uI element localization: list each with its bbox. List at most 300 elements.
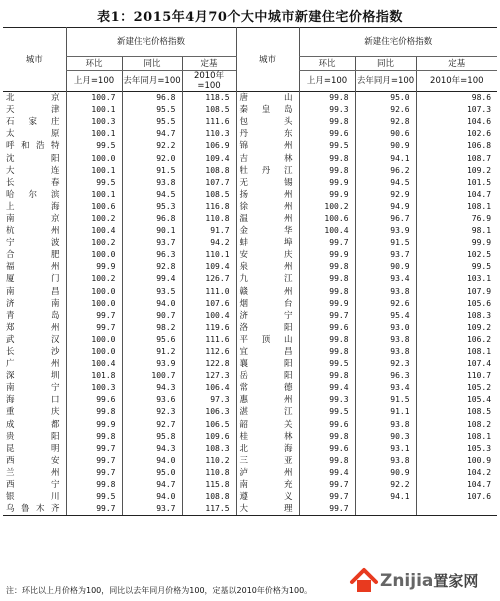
right-yoy-cell: 93.8	[355, 334, 416, 346]
table-row	[3, 467, 497, 479]
table-row	[3, 165, 497, 177]
right-yoy-cell: 96.7	[355, 213, 416, 225]
yoy-header-right: 同比	[355, 57, 416, 71]
base-sub-right: 2010年=100	[416, 71, 497, 92]
left-yoy-cell: 95.3	[122, 201, 182, 213]
right-base-cell: 104.7	[416, 479, 497, 491]
right-yoy-cell: 91.1	[355, 406, 416, 418]
left-mom-cell: 99.8	[66, 406, 122, 418]
left-city-cell: 沈阳	[6, 153, 60, 164]
left-yoy-cell: 96.8	[122, 92, 182, 105]
right-mom-cell: 99.8	[299, 165, 355, 177]
right-base-cell: 98.6	[416, 92, 497, 105]
right-yoy-cell: 95.0	[355, 92, 416, 105]
left-yoy-cell: 94.7	[122, 479, 182, 491]
left-yoy-cell: 90.7	[122, 310, 182, 322]
left-city-cell: 郑州	[6, 322, 60, 333]
left-mom-cell: 99.8	[66, 431, 122, 443]
left-base-cell: 117.5	[182, 503, 236, 516]
base-sub-left: 2010年=100	[182, 71, 236, 92]
right-city-cell: 大理	[236, 503, 299, 516]
right-base-cell: 104.2	[416, 467, 497, 479]
left-mom-cell: 100.0	[66, 286, 122, 298]
right-mom-cell: 99.9	[299, 189, 355, 201]
right-city-cell: 吉林	[236, 152, 299, 164]
left-base-cell: 110.2	[182, 455, 236, 467]
right-base-cell	[416, 503, 497, 516]
right-yoy-cell: 96.3	[355, 370, 416, 382]
table-header	[3, 28, 497, 92]
left-mom-cell: 99.5	[66, 177, 122, 189]
right-base-cell: 106.2	[416, 334, 497, 346]
table-row	[3, 213, 497, 225]
right-city-cell: 安庆	[236, 249, 299, 261]
table-body	[3, 92, 497, 516]
table-row	[3, 189, 497, 201]
left-base-cell: 106.3	[182, 406, 236, 418]
left-mom-cell: 99.7	[66, 503, 122, 516]
left-yoy-cell: 93.6	[122, 394, 182, 406]
right-base-cell: 106.8	[416, 140, 497, 152]
left-base-cell: 126.7	[182, 273, 236, 285]
right-mom-cell: 99.8	[299, 370, 355, 382]
right-yoy-cell: 93.8	[355, 455, 416, 467]
left-yoy-cell: 93.9	[122, 358, 182, 370]
left-base-cell: 127.3	[182, 370, 236, 382]
left-city-cell: 海口	[6, 395, 60, 406]
right-mom-cell: 100.6	[299, 213, 355, 225]
left-yoy-cell: 94.7	[122, 128, 182, 140]
left-city-cell: 呼和浩特	[6, 141, 60, 152]
left-mom-cell: 99.6	[66, 394, 122, 406]
left-yoy-cell: 92.7	[122, 419, 182, 431]
left-mom-cell: 99.7	[66, 455, 122, 467]
left-yoy-cell: 92.0	[122, 152, 182, 164]
right-city-cell: 唐山	[236, 92, 299, 105]
right-base-cell: 108.7	[416, 152, 497, 164]
right-base-cell: 108.3	[416, 310, 497, 322]
right-city-cell: 蚌埠	[236, 237, 299, 249]
left-city-cell: 大连	[6, 165, 60, 176]
left-yoy-cell: 94.0	[122, 455, 182, 467]
mom-header-left: 环比	[66, 57, 122, 71]
mom-sub-right: 上月=100	[299, 71, 355, 92]
right-city-cell: 赣州	[236, 286, 299, 298]
left-city-cell: 杭州	[6, 226, 60, 237]
right-mom-cell: 99.7	[299, 310, 355, 322]
table-row	[3, 104, 497, 116]
left-base-cell: 115.8	[182, 479, 236, 491]
right-yoy-cell: 93.4	[355, 273, 416, 285]
left-base-cell: 122.8	[182, 358, 236, 370]
right-yoy-cell: 92.8	[355, 116, 416, 128]
right-base-cell: 100.9	[416, 455, 497, 467]
left-base-cell: 111.0	[182, 286, 236, 298]
right-yoy-cell: 94.5	[355, 177, 416, 189]
left-city-cell: 太原	[6, 129, 60, 140]
right-mom-cell: 99.8	[299, 273, 355, 285]
left-base-cell: 108.8	[182, 491, 236, 503]
left-city-cell: 广州	[6, 359, 60, 370]
right-base-cell: 108.1	[416, 346, 497, 358]
right-mom-cell: 99.9	[299, 298, 355, 310]
left-yoy-cell: 91.5	[122, 165, 182, 177]
yoy-header-left: 同比	[122, 57, 182, 71]
base-header-right: 定基	[416, 57, 497, 71]
left-city-cell: 重庆	[6, 407, 60, 418]
right-base-cell: 104.6	[416, 116, 497, 128]
right-yoy-cell	[355, 503, 416, 516]
left-city-cell: 北京	[6, 93, 60, 104]
table-row	[3, 140, 497, 152]
yoy-sub-right: 去年同月=100	[355, 71, 416, 92]
table-row	[3, 128, 497, 140]
right-yoy-cell: 92.9	[355, 189, 416, 201]
right-yoy-cell: 93.8	[355, 419, 416, 431]
index-group-header-left: 新建住宅价格指数	[66, 28, 236, 57]
table-row	[3, 261, 497, 273]
left-mom-cell: 100.4	[66, 225, 122, 237]
left-base-cell: 108.5	[182, 189, 236, 201]
left-base-cell: 107.7	[182, 177, 236, 189]
left-yoy-cell: 96.8	[122, 213, 182, 225]
right-city-cell: 包头	[236, 116, 299, 128]
right-mom-cell: 100.2	[299, 201, 355, 213]
left-city-cell: 宁波	[6, 238, 60, 249]
right-yoy-cell: 94.1	[355, 152, 416, 164]
price-index-table	[3, 27, 497, 516]
left-base-cell: 108.8	[182, 165, 236, 177]
left-base-cell: 106.9	[182, 140, 236, 152]
right-base-cell: 105.3	[416, 443, 497, 455]
right-city-cell: 湛江	[236, 406, 299, 418]
watermark-cn: 置家网	[433, 572, 479, 590]
right-city-cell: 金华	[236, 225, 299, 237]
left-city-cell: 南宁	[6, 383, 60, 394]
left-city-cell: 长沙	[6, 347, 60, 358]
left-yoy-cell: 96.3	[122, 249, 182, 261]
right-city-cell: 岳阳	[236, 370, 299, 382]
right-mom-cell: 99.5	[299, 140, 355, 152]
table-row	[3, 358, 497, 370]
left-base-cell: 109.4	[182, 152, 236, 164]
table-row	[3, 419, 497, 431]
left-base-cell: 118.5	[182, 92, 236, 105]
left-city-cell: 兰州	[6, 467, 60, 478]
right-mom-cell: 99.8	[299, 152, 355, 164]
right-city-cell: 温州	[236, 213, 299, 225]
right-city-cell: 扬州	[236, 189, 299, 201]
city-header-right: 城市	[236, 28, 299, 92]
right-base-cell: 108.1	[416, 201, 497, 213]
left-yoy-cell: 100.7	[122, 370, 182, 382]
left-base-cell: 91.7	[182, 225, 236, 237]
left-yoy-cell: 95.6	[122, 334, 182, 346]
left-base-cell: 109.6	[182, 431, 236, 443]
left-mom-cell: 100.4	[66, 358, 122, 370]
left-city-cell: 深圳	[6, 371, 60, 382]
table-row	[3, 116, 497, 128]
left-base-cell: 108.3	[182, 443, 236, 455]
right-base-cell: 107.3	[416, 104, 497, 116]
table-row	[3, 443, 497, 455]
right-city-cell: 常德	[236, 382, 299, 394]
left-base-cell: 110.8	[182, 213, 236, 225]
table-row	[3, 491, 497, 503]
left-mom-cell: 99.9	[66, 419, 122, 431]
right-base-cell: 104.7	[416, 189, 497, 201]
table-row	[3, 382, 497, 394]
left-yoy-cell: 94.3	[122, 443, 182, 455]
right-base-cell: 103.1	[416, 273, 497, 285]
left-yoy-cell: 99.4	[122, 273, 182, 285]
left-base-cell: 100.4	[182, 310, 236, 322]
left-mom-cell: 100.0	[66, 334, 122, 346]
left-city-cell: 南京	[6, 213, 60, 224]
left-yoy-cell: 93.8	[122, 177, 182, 189]
right-yoy-cell: 90.9	[355, 140, 416, 152]
left-city-cell: 长春	[6, 177, 60, 188]
right-yoy-cell: 94.9	[355, 201, 416, 213]
left-yoy-cell: 98.2	[122, 322, 182, 334]
left-base-cell: 111.6	[182, 116, 236, 128]
watermark-text	[380, 570, 478, 591]
table-row	[3, 249, 497, 261]
left-yoy-cell: 94.0	[122, 298, 182, 310]
left-city-cell: 天津	[6, 105, 60, 116]
left-base-cell: 119.6	[182, 322, 236, 334]
table-row	[3, 406, 497, 418]
right-mom-cell: 99.8	[299, 455, 355, 467]
right-base-cell: 108.1	[416, 431, 497, 443]
right-city-cell: 遵义	[236, 491, 299, 503]
right-yoy-cell: 92.6	[355, 104, 416, 116]
left-yoy-cell: 90.1	[122, 225, 182, 237]
table-row	[3, 394, 497, 406]
right-city-cell: 韶关	[236, 419, 299, 431]
right-city-cell: 牡丹江	[236, 165, 299, 177]
left-yoy-cell: 95.5	[122, 104, 182, 116]
right-city-cell: 锦州	[236, 140, 299, 152]
right-yoy-cell: 90.3	[355, 431, 416, 443]
table-row	[3, 298, 497, 310]
right-base-cell: 108.2	[416, 419, 497, 431]
index-group-header-right: 新建住宅价格指数	[299, 28, 497, 57]
right-mom-cell: 99.5	[299, 406, 355, 418]
right-mom-cell: 99.3	[299, 394, 355, 406]
left-mom-cell: 99.7	[66, 443, 122, 455]
right-city-cell: 泸州	[236, 467, 299, 479]
left-city-cell: 厦门	[6, 274, 60, 285]
table-row	[3, 322, 497, 334]
right-city-cell: 徐州	[236, 201, 299, 213]
right-city-cell: 襄阳	[236, 358, 299, 370]
right-city-cell: 三亚	[236, 455, 299, 467]
right-mom-cell: 99.8	[299, 261, 355, 273]
table-row	[3, 431, 497, 443]
left-yoy-cell: 95.0	[122, 467, 182, 479]
right-base-cell: 99.9	[416, 237, 497, 249]
right-mom-cell: 99.4	[299, 467, 355, 479]
right-city-cell: 桂林	[236, 431, 299, 443]
left-yoy-cell: 93.7	[122, 237, 182, 249]
left-yoy-cell: 93.5	[122, 286, 182, 298]
left-mom-cell: 100.0	[66, 298, 122, 310]
left-mom-cell: 99.8	[66, 479, 122, 491]
left-mom-cell: 99.7	[66, 322, 122, 334]
right-base-cell: 108.5	[416, 406, 497, 418]
left-mom-cell: 99.5	[66, 140, 122, 152]
right-base-cell: 110.7	[416, 370, 497, 382]
right-mom-cell: 99.6	[299, 419, 355, 431]
left-city-cell: 西安	[6, 455, 60, 466]
left-yoy-cell: 93.7	[122, 503, 182, 516]
right-yoy-cell: 91.5	[355, 394, 416, 406]
table-row	[3, 273, 497, 285]
price-index-table-wrap	[3, 27, 497, 516]
table-row	[3, 92, 497, 105]
right-yoy-cell: 93.9	[355, 225, 416, 237]
base-header-left: 定基	[182, 57, 236, 71]
right-base-cell: 107.9	[416, 286, 497, 298]
table-row	[3, 479, 497, 491]
right-city-cell: 济宁	[236, 310, 299, 322]
table-row	[3, 225, 497, 237]
left-base-cell: 97.3	[182, 394, 236, 406]
right-base-cell: 109.2	[416, 165, 497, 177]
table-row	[3, 346, 497, 358]
table-title: 表1：2015年4月70个大中城市新建住宅价格指数	[97, 10, 403, 25]
table-row	[3, 310, 497, 322]
left-mom-cell: 100.0	[66, 249, 122, 261]
left-city-cell: 武汉	[6, 334, 60, 345]
left-mom-cell: 100.2	[66, 237, 122, 249]
right-base-cell: 107.4	[416, 358, 497, 370]
right-yoy-cell: 93.1	[355, 443, 416, 455]
right-mom-cell: 99.6	[299, 322, 355, 334]
left-city-cell: 昆明	[6, 443, 60, 454]
table-row	[3, 334, 497, 346]
right-mom-cell: 99.8	[299, 431, 355, 443]
left-mom-cell: 100.7	[66, 92, 122, 105]
left-mom-cell: 100.1	[66, 104, 122, 116]
left-city-cell: 贵阳	[6, 431, 60, 442]
city-header-left: 城市	[25, 54, 43, 65]
left-city-cell: 合肥	[6, 250, 60, 261]
right-yoy-cell: 93.8	[355, 346, 416, 358]
left-mom-cell: 100.6	[66, 201, 122, 213]
left-mom-cell: 100.0	[66, 346, 122, 358]
right-city-cell: 宜昌	[236, 346, 299, 358]
right-yoy-cell: 90.6	[355, 128, 416, 140]
left-base-cell: 110.8	[182, 467, 236, 479]
right-yoy-cell: 94.1	[355, 491, 416, 503]
right-city-cell: 秦皇岛	[236, 104, 299, 116]
left-base-cell: 111.6	[182, 334, 236, 346]
right-yoy-cell: 96.2	[355, 165, 416, 177]
left-mom-cell: 99.7	[66, 467, 122, 479]
left-base-cell: 110.1	[182, 249, 236, 261]
right-mom-cell: 99.4	[299, 382, 355, 394]
table-row	[3, 503, 497, 516]
table-row	[3, 237, 497, 249]
right-base-cell: 109.2	[416, 322, 497, 334]
watermark-latin: Znijia	[380, 571, 434, 591]
right-city-cell: 无锡	[236, 177, 299, 189]
right-yoy-cell: 93.7	[355, 249, 416, 261]
left-mom-cell: 100.3	[66, 382, 122, 394]
right-city-cell: 洛阳	[236, 322, 299, 334]
left-city-cell: 成都	[6, 419, 60, 430]
left-mom-cell: 101.8	[66, 370, 122, 382]
right-base-cell: 105.4	[416, 394, 497, 406]
left-base-cell: 106.4	[182, 382, 236, 394]
left-yoy-cell: 95.5	[122, 116, 182, 128]
left-yoy-cell: 91.2	[122, 346, 182, 358]
left-city-cell: 西宁	[6, 480, 60, 491]
left-mom-cell: 100.1	[66, 128, 122, 140]
left-city-cell: 乌鲁木齐	[3, 503, 66, 516]
left-yoy-cell: 92.2	[122, 140, 182, 152]
right-base-cell: 98.1	[416, 225, 497, 237]
right-yoy-cell: 93.8	[355, 286, 416, 298]
right-city-cell: 南充	[236, 479, 299, 491]
right-base-cell: 76.9	[416, 213, 497, 225]
left-mom-cell: 100.2	[66, 273, 122, 285]
left-yoy-cell: 94.0	[122, 491, 182, 503]
right-city-cell: 九江	[236, 273, 299, 285]
right-base-cell: 105.2	[416, 382, 497, 394]
left-base-cell: 106.5	[182, 419, 236, 431]
table-row	[3, 177, 497, 189]
right-yoy-cell: 93.4	[355, 382, 416, 394]
footnote: 注：环比以上月价格为100，同比以去年同月价格为100，定基以2010年价格为100。	[6, 586, 313, 595]
table-row	[3, 201, 497, 213]
left-yoy-cell: 94.3	[122, 382, 182, 394]
left-city-cell: 福州	[6, 262, 60, 273]
right-yoy-cell: 90.9	[355, 261, 416, 273]
left-mom-cell: 100.1	[66, 189, 122, 201]
right-base-cell: 99.5	[416, 261, 497, 273]
right-mom-cell: 99.9	[299, 177, 355, 189]
left-mom-cell: 100.1	[66, 165, 122, 177]
right-yoy-cell: 91.5	[355, 237, 416, 249]
left-yoy-cell: 94.5	[122, 189, 182, 201]
right-mom-cell: 99.8	[299, 346, 355, 358]
right-mom-cell: 99.8	[299, 92, 355, 105]
right-mom-cell: 99.7	[299, 503, 355, 516]
left-yoy-cell: 92.3	[122, 406, 182, 418]
right-base-cell: 107.6	[416, 491, 497, 503]
left-city-cell: 银川	[6, 492, 60, 503]
right-yoy-cell: 93.0	[355, 322, 416, 334]
left-base-cell: 112.6	[182, 346, 236, 358]
right-yoy-cell: 92.2	[355, 479, 416, 491]
right-mom-cell: 99.3	[299, 104, 355, 116]
right-mom-cell: 99.7	[299, 237, 355, 249]
left-mom-cell: 99.5	[66, 491, 122, 503]
left-yoy-cell: 92.8	[122, 261, 182, 273]
right-base-cell: 102.5	[416, 249, 497, 261]
left-yoy-cell: 95.8	[122, 431, 182, 443]
right-mom-cell: 99.8	[299, 286, 355, 298]
house-body-icon	[357, 580, 371, 592]
right-yoy-cell: 95.4	[355, 310, 416, 322]
right-base-cell: 102.6	[416, 128, 497, 140]
table-row	[3, 370, 497, 382]
left-city-cell: 石家庄	[6, 117, 60, 128]
right-base-cell: 101.5	[416, 177, 497, 189]
